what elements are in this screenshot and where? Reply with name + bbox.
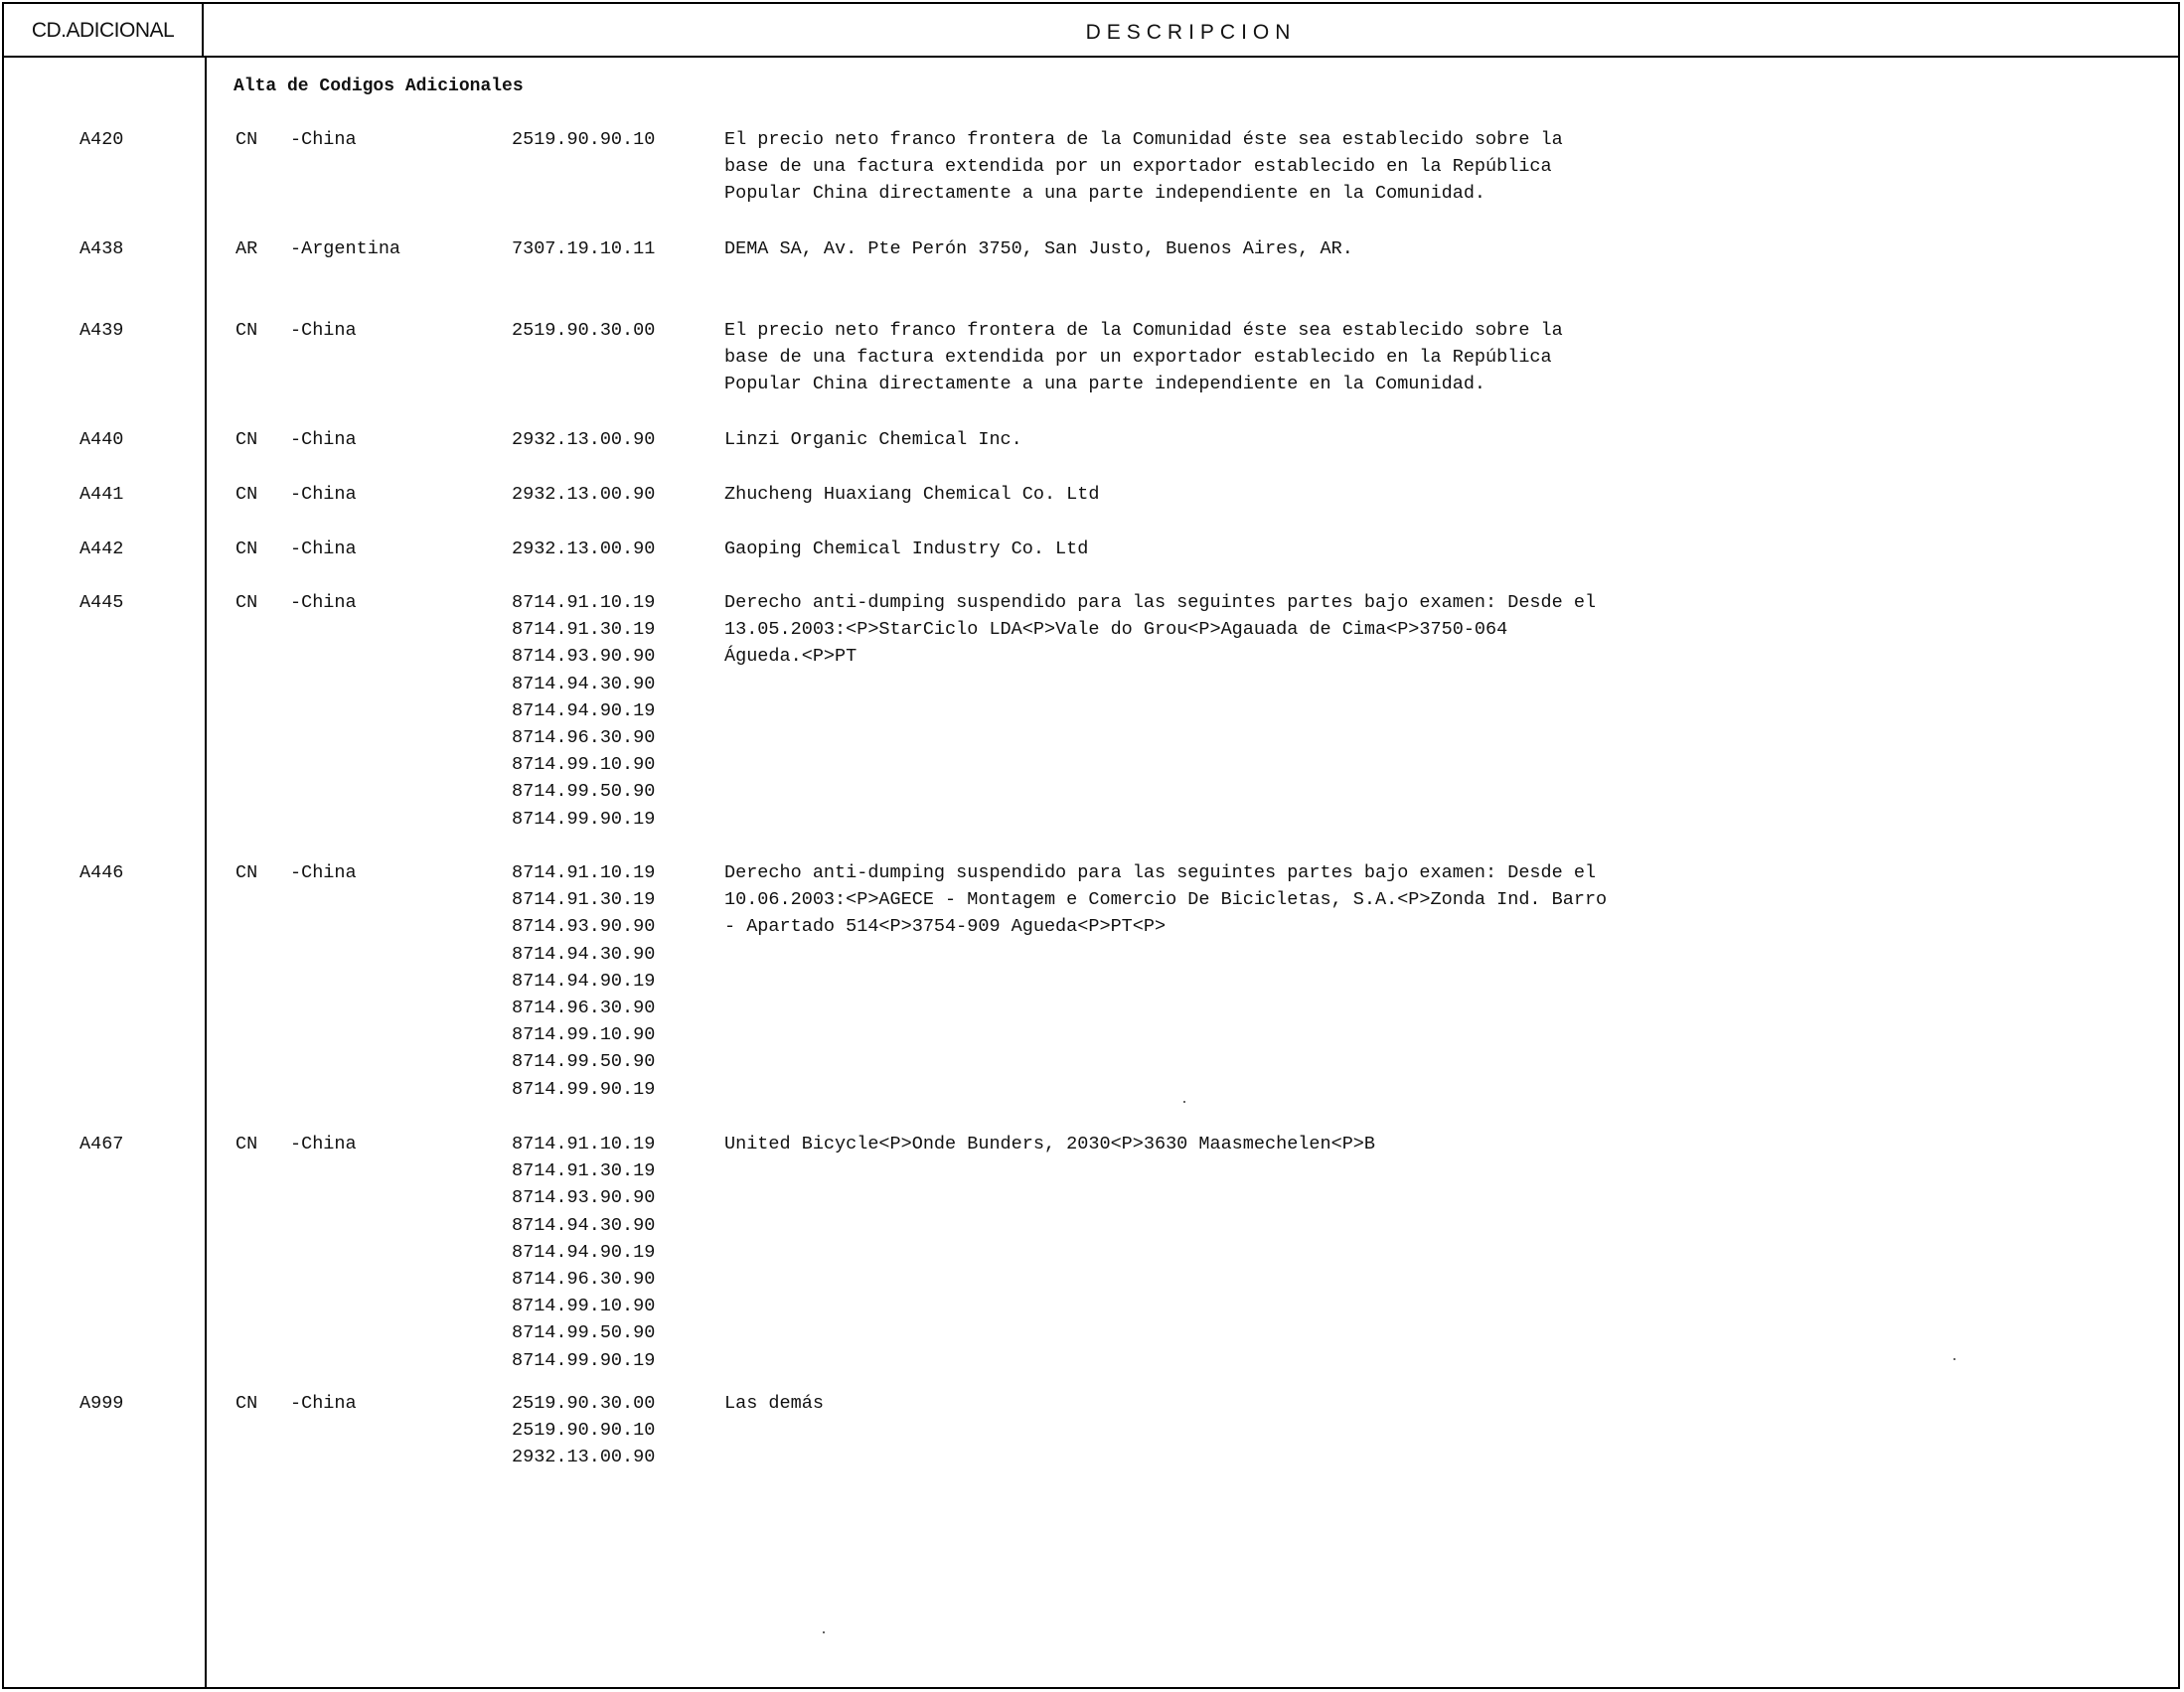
tariff-codes: 2932.13.00.90 [512,484,656,505]
country-iso: CN [235,320,258,341]
tariff-codes: 8714.91.10.19 8714.91.30.19 8714.93.90.90 8714.94.30.90 8714.94.90.19 8714.96.30.90 8714.99.10.90 8714.99.50.90 8714.99.90.19 [512,1134,656,1371]
entry-description: DEMA SA, Av. Pte Perón 3750, San Justo, Buenos Aires, AR. [724,238,1353,259]
table-row [4,1131,2178,1371]
tariff-codes: 7307.19.10.11 [512,238,656,259]
additional-code: A440 [79,429,124,450]
entry-description: United Bicycle<P>Onde Bunders, 2030<P>3630 Maasmechelen<P>B [724,1134,1376,1154]
entry-description: Las demás [724,1393,824,1414]
additional-code: A441 [79,484,124,505]
entry-description: El precio neto franco frontera de la Comunidad éste sea establecido sobre la base de una factura extendida por un exportador establecido en la República Popular China directamente a una parte independiente en la Comunidad. [724,129,1563,205]
scan-speck [823,1631,825,1633]
table-row [4,1390,2178,1579]
additional-code: A999 [79,1393,124,1414]
entry-description: Derecho anti-dumping suspendido para las seguintes partes bajo examen: Desde el 10.06.2003:<P>AGECE - Montagem e Comercio De Bicicletas, S.A.<P>Zonda Ind. Barro - Apartado 514<P>3754-909 Agueda<P>PT<P> [724,862,1608,938]
country-name: -China [290,862,357,883]
document-table [2,2,2180,1689]
additional-code: A442 [79,538,124,559]
country-iso: CN [235,862,258,883]
country-name: -China [290,592,357,613]
country-iso: CN [235,129,258,150]
table-row [4,859,2178,1100]
entry-description: Gaoping Chemical Industry Co. Ltd [724,538,1089,559]
additional-code: A439 [79,320,124,341]
section-title: Alta de Codigos Adicionales [234,77,524,96]
country-name: -China [290,1393,357,1414]
country-name: -China [290,129,357,150]
entry-description: El precio neto franco frontera de la Comunidad éste sea establecido sobre la base de una factura extendida por un exportador establecido en la República Popular China directamente a una parte independiente en la Comunidad. [724,320,1563,395]
country-iso: CN [235,1393,258,1414]
tariff-codes: 8714.91.10.19 8714.91.30.19 8714.93.90.90 8714.94.30.90 8714.94.90.19 8714.96.30.90 8714.99.10.90 8714.99.50.90 8714.99.90.19 [512,862,656,1100]
tariff-codes: 2932.13.00.90 [512,538,656,559]
entry-description: Zhucheng Huaxiang Chemical Co. Ltd [724,484,1100,505]
country-iso: CN [235,592,258,613]
tariff-codes: 2932.13.00.90 [512,429,656,450]
entry-description: Linzi Organic Chemical Inc. [724,429,1022,450]
tariff-codes: 2519.90.90.10 [512,129,656,150]
table-row [4,589,2178,830]
country-name: -Argentina [290,238,401,259]
country-iso: CN [235,484,258,505]
country-iso: AR [235,238,258,259]
entry-description: Derecho anti-dumping suspendido para las seguintes partes bajo examen: Desde el 13.05.2003:<P>StarCiclo LDA<P>Vale do Grou<P>Agauada de Cima<P>3750-064 Águeda.<P>PT [724,592,1597,668]
scan-speck [1953,1358,1955,1360]
country-iso: CN [235,429,258,450]
additional-code: A467 [79,1134,124,1154]
additional-code: A438 [79,238,124,259]
table-header [4,4,2178,58]
country-name: -China [290,429,357,450]
tariff-codes: 2519.90.30.00 [512,320,656,341]
country-iso: CN [235,538,258,559]
additional-code: A446 [79,862,124,883]
country-name: -China [290,320,357,341]
country-name: -China [290,484,357,505]
header-cd-adicional: CD.ADICIONAL [31,19,175,42]
additional-code: A445 [79,592,124,613]
country-name: -China [290,1134,357,1154]
header-descripcion: DESCRIPCION [1085,21,1297,44]
tariff-codes: 8714.91.10.19 8714.91.30.19 8714.93.90.90 8714.94.30.90 8714.94.90.19 8714.96.30.90 8714.99.10.90 8714.99.50.90 8714.99.90.19 [512,592,656,830]
scan-speck [1183,1101,1185,1103]
tariff-codes: 2519.90.30.00 2519.90.90.10 2932.13.00.90 [512,1393,656,1468]
country-iso: CN [235,1134,258,1154]
country-name: -China [290,538,357,559]
additional-code: A420 [79,129,124,150]
